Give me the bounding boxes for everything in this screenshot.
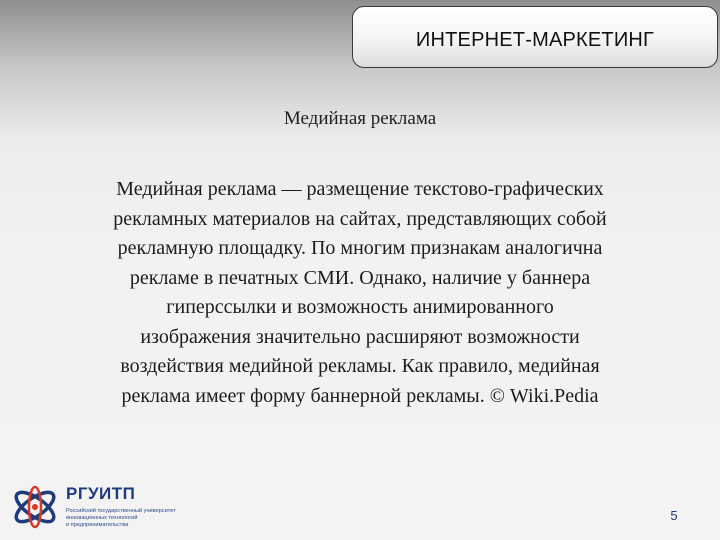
header-box <box>352 6 718 68</box>
body-line: рекламе в печатных СМИ. Однако, наличие у баннера <box>129 266 591 289</box>
body-line: рекламных материалов на сайтах, представляющих собой <box>113 207 607 230</box>
page-number: 5 <box>670 508 678 523</box>
body-line: гиперссылки и возможность анимированного <box>166 296 554 318</box>
body-line: Медийная реклама — размещение текстово-графических <box>116 178 604 200</box>
logo-description-line: инновационных технологий <box>66 515 138 521</box>
logo-description-line: Российский государственный университет <box>66 508 176 514</box>
logo-name: РГУИТП <box>66 484 136 503</box>
atom-logo-icon <box>10 480 60 534</box>
body-line: реклама имеет форму баннерной рекламы. © Wiki.Pedia <box>121 384 599 407</box>
slide-title: Медийная реклама <box>283 108 437 129</box>
university-logo <box>10 478 210 536</box>
header-title: ИНТЕРНЕТ-МАРКЕТИНГ <box>415 29 655 51</box>
slide-body <box>52 175 668 411</box>
logo-description-line: и предпринимательства <box>66 522 129 528</box>
body-line: воздействия медийной рекламы. Как правило, медийная <box>120 355 600 377</box>
body-line: изображения значительно расширяют возможности <box>140 325 580 348</box>
body-line: рекламную площадку. По многим признакам аналогична <box>117 237 603 259</box>
logo-description <box>66 508 216 529</box>
